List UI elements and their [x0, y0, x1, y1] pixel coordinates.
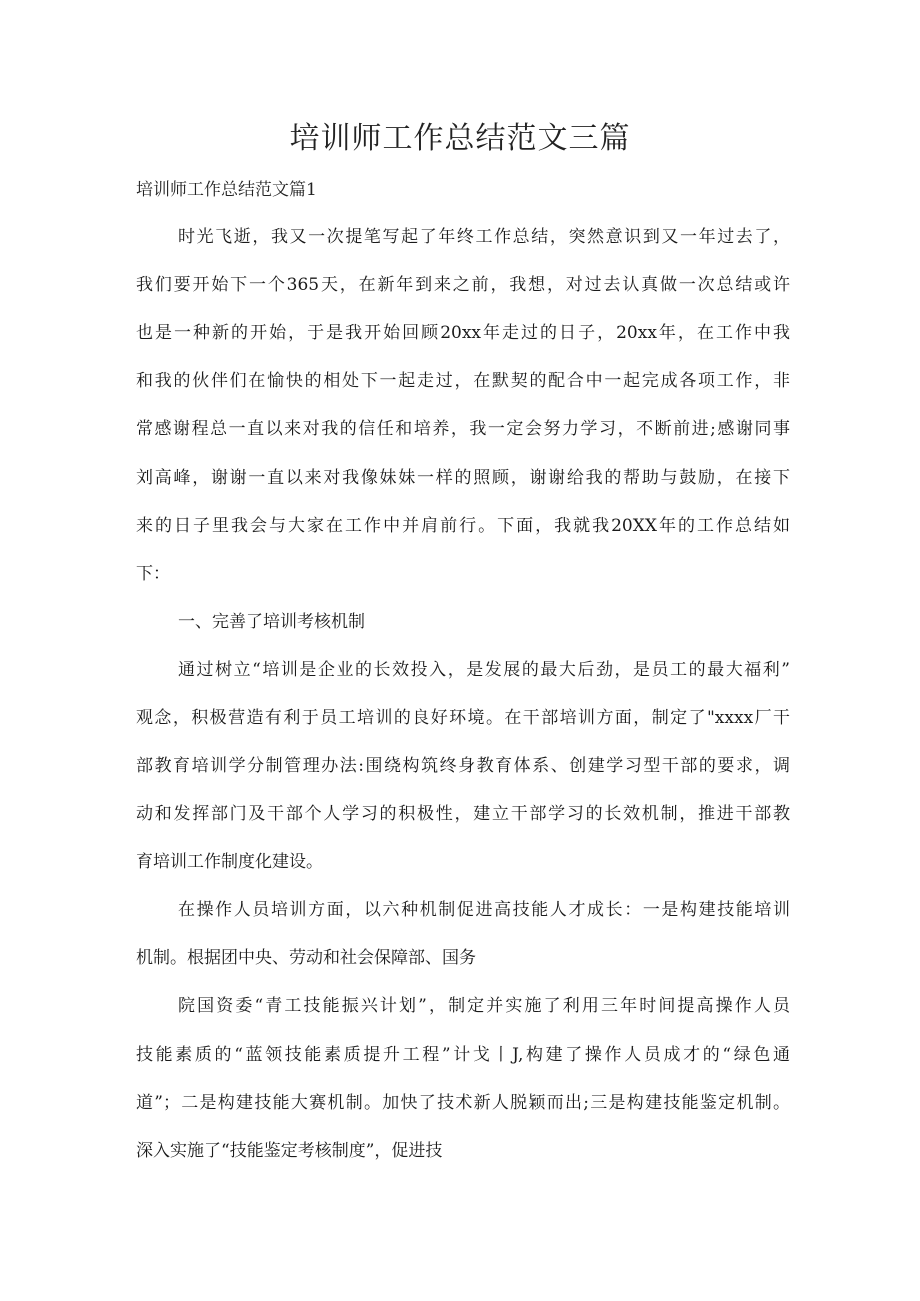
paragraph-line: 我们要开始下一个365天，在新年到来之前，我想，对过去认真做一次总结或许 [136, 275, 790, 295]
paragraph-line: 机制。根据团中央、劳动和社会保障部、国务 [136, 948, 476, 968]
paragraph-line: 院国资委“青工技能振兴计划”，制定并实施了利用三年时间提高操作人员 [178, 996, 790, 1016]
paragraph-line: 动和发挥部门及干部个人学习的积极性，建立干部学习的长效机制，推进干部教 [136, 804, 790, 824]
paragraph-line: 通过树立“培训是企业的长效投入，是发展的最大后劲，是员工的最大福利” [178, 660, 790, 680]
paragraph-line: 也是一种新的开始，于是我开始回顾20xx年走过的日子，20xx年，在工作中我 [136, 323, 790, 343]
paragraph-line: 技能素质的“蓝领技能素质提升工程”计戈丨J,构建了操作人员成才的“绿色通 [136, 1045, 790, 1065]
document-title: 培训师工作总结范文三篇 [289, 121, 631, 156]
paragraph-line: 下： [136, 564, 170, 584]
paragraph-line: 观念，积极营造有利于员工培训的良好环境。在干部培训方面，制定了"xxxx厂干 [136, 708, 790, 728]
section-subtitle: 培训师工作总结范文篇1 [136, 180, 317, 200]
paragraph-line: 来的日子里我会与大家在工作中并肩前行。下面，我就我20XX年的工作总结如 [136, 516, 790, 536]
section-heading: 一、完善了培训考核机制 [178, 612, 365, 632]
paragraph-line: 时光飞逝，我又一次提笔写起了年终工作总结，突然意识到又一年过去了， [178, 227, 790, 247]
paragraph-line: 在操作人员培训方面，以六种机制促进高技能人才成长：一是构建技能培训 [178, 900, 790, 920]
paragraph-line: 常感谢程总一直以来对我的信任和培养，我一定会努力学习，不断前进;感谢同事 [136, 419, 790, 439]
paragraph-line: 刘高峰，谢谢一直以来对我像妹妹一样的照顾，谢谢给我的帮助与鼓励，在接下 [136, 468, 790, 488]
paragraph-line: 道”；二是构建技能大赛机制。加快了技术新人脱颖而出;三是构建技能鉴定机制。 [136, 1093, 790, 1113]
paragraph-line: 育培训工作制度化建设。 [136, 852, 323, 872]
paragraph-line: 部教育培训学分制管理办法:围绕构筑终身教育体系、创建学习型干部的要求，调 [136, 756, 790, 776]
paragraph-line: 深入实施了“技能鉴定考核制度”，促进技 [136, 1141, 443, 1161]
paragraph-line: 和我的伙伴们在愉快的相处下一起走过，在默契的配合中一起完成各项工作，非 [136, 371, 790, 391]
